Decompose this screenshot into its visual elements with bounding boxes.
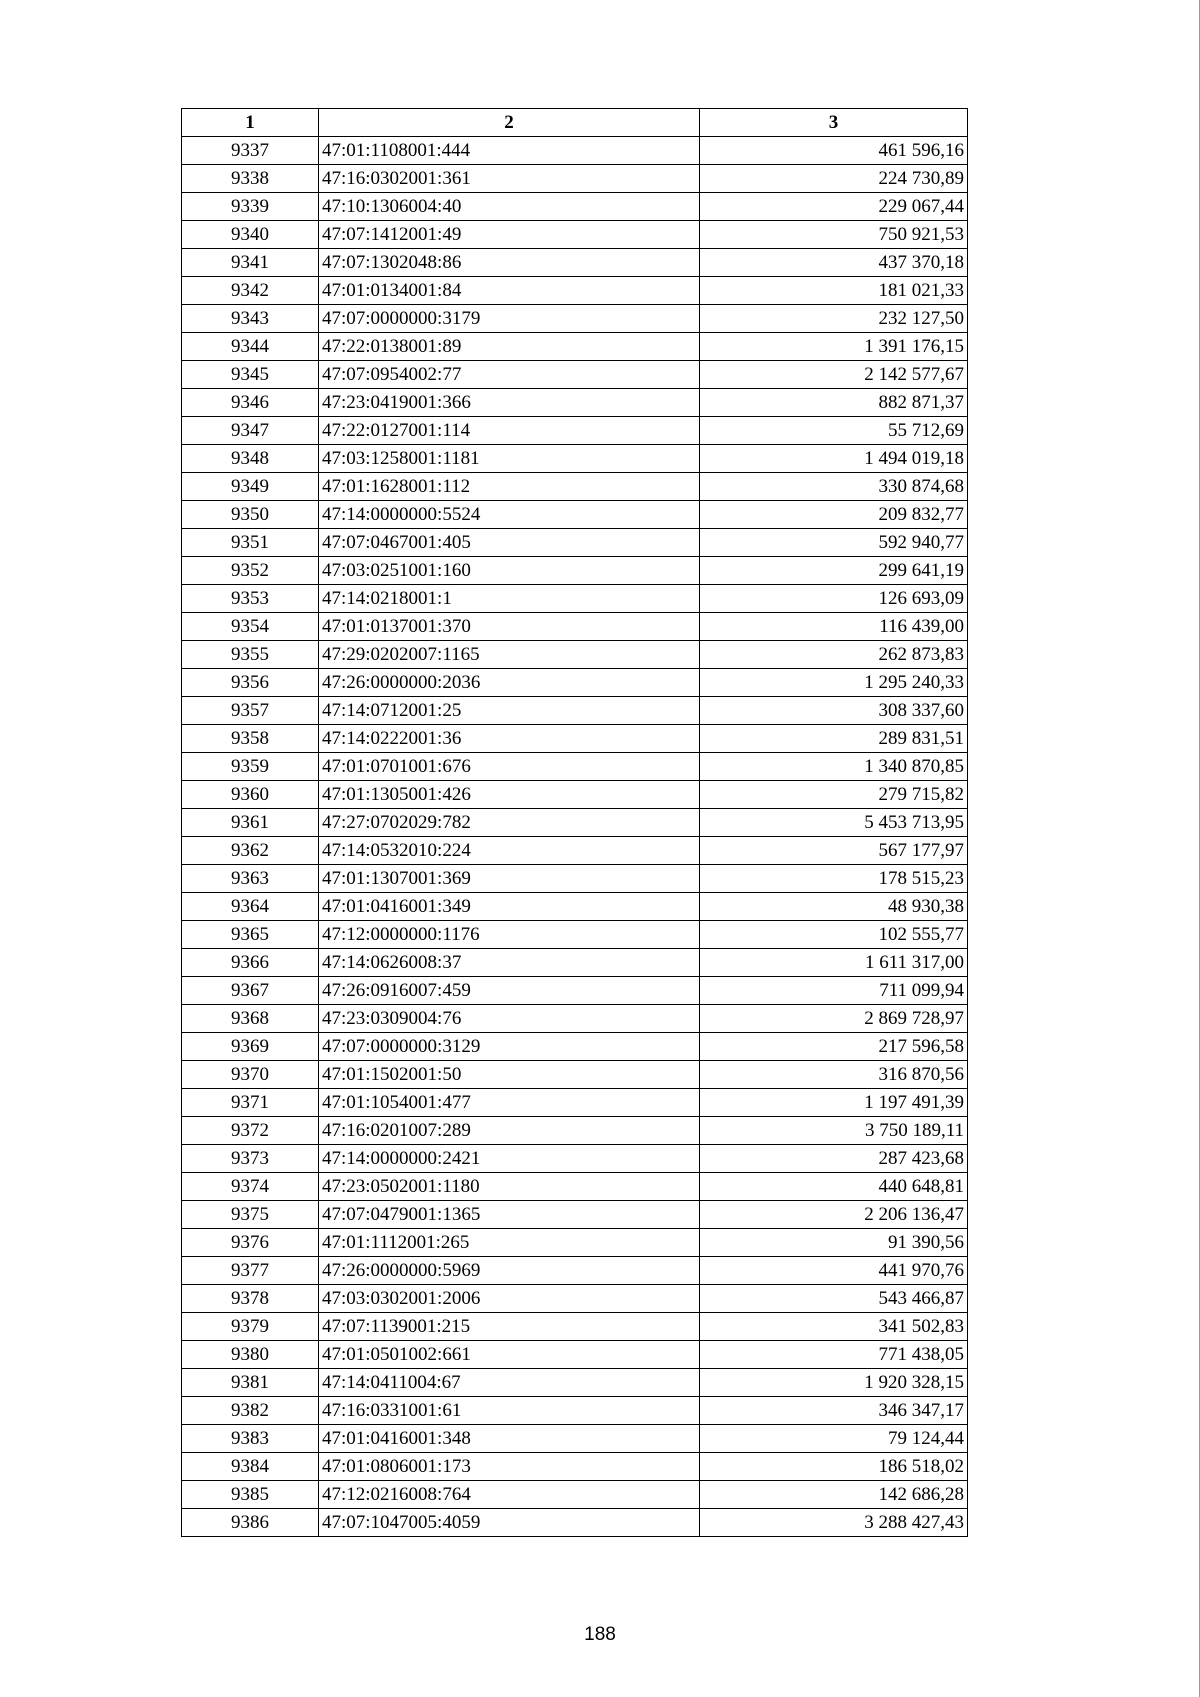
header-row — [182, 109, 968, 137]
table-row — [182, 193, 968, 221]
table-row — [182, 1005, 968, 1033]
value-cell: 224 730,89 — [700, 165, 968, 193]
value-cell: 3 750 189,11 — [700, 1117, 968, 1145]
cadastral-number-cell: 47:01:0416001:349 — [319, 893, 700, 921]
row-number-cell: 9348 — [182, 445, 319, 473]
value-cell: 882 871,37 — [700, 389, 968, 417]
row-number-cell: 9383 — [182, 1425, 319, 1453]
value-cell: 346 347,17 — [700, 1397, 968, 1425]
table-row — [182, 781, 968, 809]
row-number-cell: 9377 — [182, 1257, 319, 1285]
row-number-cell: 9349 — [182, 473, 319, 501]
value-cell: 1 391 176,15 — [700, 333, 968, 361]
row-number-cell: 9351 — [182, 529, 319, 557]
cadastral-number-cell: 47:01:0806001:173 — [319, 1453, 700, 1481]
table-row — [182, 501, 968, 529]
cadastral-number-cell: 47:07:0479001:1365 — [319, 1201, 700, 1229]
row-number-cell: 9361 — [182, 809, 319, 837]
cadastral-number-cell: 47:07:1139001:215 — [319, 1313, 700, 1341]
cadastral-number-cell: 47:14:0000000:2421 — [319, 1145, 700, 1173]
value-cell: 771 438,05 — [700, 1341, 968, 1369]
cadastral-number-cell: 47:14:0218001:1 — [319, 585, 700, 613]
table-row — [182, 1313, 968, 1341]
value-cell: 186 518,02 — [700, 1453, 968, 1481]
value-cell: 2 206 136,47 — [700, 1201, 968, 1229]
row-number-cell: 9373 — [182, 1145, 319, 1173]
cadastral-number-cell: 47:12:0216008:764 — [319, 1481, 700, 1509]
value-cell: 592 940,77 — [700, 529, 968, 557]
row-number-cell: 9359 — [182, 753, 319, 781]
cadastral-number-cell: 47:01:0501002:661 — [319, 1341, 700, 1369]
row-number-cell: 9385 — [182, 1481, 319, 1509]
column-header-3: 3 — [700, 109, 968, 137]
table-row — [182, 613, 968, 641]
table-row — [182, 557, 968, 585]
value-cell: 441 970,76 — [700, 1257, 968, 1285]
row-number-cell: 9380 — [182, 1341, 319, 1369]
row-number-cell: 9378 — [182, 1285, 319, 1313]
row-number-cell: 9355 — [182, 641, 319, 669]
cadastral-number-cell: 47:01:0416001:348 — [319, 1425, 700, 1453]
value-cell: 2 142 577,67 — [700, 361, 968, 389]
row-number-cell: 9342 — [182, 277, 319, 305]
table-row — [182, 529, 968, 557]
cadastral-number-cell: 47:14:0626008:37 — [319, 949, 700, 977]
row-number-cell: 9376 — [182, 1229, 319, 1257]
table-row — [182, 221, 968, 249]
table-row — [182, 1089, 968, 1117]
table-row — [182, 1397, 968, 1425]
table-row — [182, 305, 968, 333]
cadastral-number-cell: 47:01:1054001:477 — [319, 1089, 700, 1117]
cadastral-number-cell: 47:07:1047005:4059 — [319, 1509, 700, 1537]
cadastral-number-cell: 47:03:1258001:1181 — [319, 445, 700, 473]
cadastral-number-cell: 47:01:0137001:370 — [319, 613, 700, 641]
column-header-2: 2 — [319, 109, 700, 137]
value-cell: 1 197 491,39 — [700, 1089, 968, 1117]
cadastral-number-cell: 47:14:0411004:67 — [319, 1369, 700, 1397]
row-number-cell: 9357 — [182, 697, 319, 725]
table-row — [182, 725, 968, 753]
value-cell: 279 715,82 — [700, 781, 968, 809]
cadastral-number-cell: 47:07:0000000:3129 — [319, 1033, 700, 1061]
row-number-cell: 9374 — [182, 1173, 319, 1201]
table-row — [182, 361, 968, 389]
cadastral-number-cell: 47:01:1628001:112 — [319, 473, 700, 501]
value-cell: 299 641,19 — [700, 557, 968, 585]
table-row — [182, 165, 968, 193]
table-row — [182, 837, 968, 865]
value-cell: 567 177,97 — [700, 837, 968, 865]
table-row — [182, 249, 968, 277]
table-row — [182, 921, 968, 949]
table-row — [182, 977, 968, 1005]
table-row — [182, 1033, 968, 1061]
document-page — [181, 108, 967, 1537]
row-number-cell: 9384 — [182, 1453, 319, 1481]
row-number-cell: 9371 — [182, 1089, 319, 1117]
value-cell: 711 099,94 — [700, 977, 968, 1005]
table-body — [182, 137, 968, 1537]
row-number-cell: 9360 — [182, 781, 319, 809]
row-number-cell: 9337 — [182, 137, 319, 165]
table-header — [182, 109, 968, 137]
row-number-cell: 9382 — [182, 1397, 319, 1425]
row-number-cell: 9363 — [182, 865, 319, 893]
cadastral-number-cell: 47:03:0251001:160 — [319, 557, 700, 585]
cadastral-number-cell: 47:12:0000000:1176 — [319, 921, 700, 949]
value-cell: 48 930,38 — [700, 893, 968, 921]
cadastral-number-cell: 47:01:0701001:676 — [319, 753, 700, 781]
cadastral-number-cell: 47:23:0309004:76 — [319, 1005, 700, 1033]
table-row — [182, 1201, 968, 1229]
column-header-1: 1 — [182, 109, 319, 137]
row-number-cell: 9379 — [182, 1313, 319, 1341]
value-cell: 116 439,00 — [700, 613, 968, 641]
row-number-cell: 9358 — [182, 725, 319, 753]
table-row — [182, 753, 968, 781]
value-cell: 1 295 240,33 — [700, 669, 968, 697]
table-row — [182, 1369, 968, 1397]
table-row — [182, 585, 968, 613]
row-number-cell: 9346 — [182, 389, 319, 417]
table-row — [182, 697, 968, 725]
value-cell: 142 686,28 — [700, 1481, 968, 1509]
row-number-cell: 9353 — [182, 585, 319, 613]
value-cell: 55 712,69 — [700, 417, 968, 445]
cadastral-number-cell: 47:14:0712001:25 — [319, 697, 700, 725]
table-row — [182, 893, 968, 921]
row-number-cell: 9368 — [182, 1005, 319, 1033]
cadastral-number-cell: 47:01:1502001:50 — [319, 1061, 700, 1089]
cadastral-number-cell: 47:22:0127001:114 — [319, 417, 700, 445]
row-number-cell: 9350 — [182, 501, 319, 529]
page-number: 188 — [584, 1624, 616, 1645]
table-row — [182, 1453, 968, 1481]
table-row — [182, 1061, 968, 1089]
cadastral-number-cell: 47:07:0954002:77 — [319, 361, 700, 389]
value-cell: 181 021,33 — [700, 277, 968, 305]
value-cell: 178 515,23 — [700, 865, 968, 893]
data-table — [181, 108, 968, 1537]
value-cell: 5 453 713,95 — [700, 809, 968, 837]
cadastral-number-cell: 47:16:0201007:289 — [319, 1117, 700, 1145]
value-cell: 341 502,83 — [700, 1313, 968, 1341]
row-number-cell: 9356 — [182, 669, 319, 697]
value-cell: 209 832,77 — [700, 501, 968, 529]
value-cell: 229 067,44 — [700, 193, 968, 221]
row-number-cell: 9386 — [182, 1509, 319, 1537]
table-row — [182, 1481, 968, 1509]
row-number-cell: 9343 — [182, 305, 319, 333]
table-row — [182, 1509, 968, 1537]
cadastral-number-cell: 47:01:1112001:265 — [319, 1229, 700, 1257]
value-cell: 217 596,58 — [700, 1033, 968, 1061]
value-cell: 289 831,51 — [700, 725, 968, 753]
cadastral-number-cell: 47:01:1305001:426 — [319, 781, 700, 809]
row-number-cell: 9381 — [182, 1369, 319, 1397]
row-number-cell: 9345 — [182, 361, 319, 389]
value-cell: 232 127,50 — [700, 305, 968, 333]
value-cell: 79 124,44 — [700, 1425, 968, 1453]
cadastral-number-cell: 47:14:0532010:224 — [319, 837, 700, 865]
row-number-cell: 9362 — [182, 837, 319, 865]
table-row — [182, 865, 968, 893]
table-row — [182, 137, 968, 165]
value-cell: 2 869 728,97 — [700, 1005, 968, 1033]
value-cell: 750 921,53 — [700, 221, 968, 249]
table-row — [182, 641, 968, 669]
cadastral-number-cell: 47:14:0000000:5524 — [319, 501, 700, 529]
row-number-cell: 9367 — [182, 977, 319, 1005]
table-row — [182, 473, 968, 501]
value-cell: 543 466,87 — [700, 1285, 968, 1313]
cadastral-number-cell: 47:07:1302048:86 — [319, 249, 700, 277]
table-row — [182, 1117, 968, 1145]
row-number-cell: 9370 — [182, 1061, 319, 1089]
cadastral-number-cell: 47:07:1412001:49 — [319, 221, 700, 249]
table-row — [182, 277, 968, 305]
cadastral-number-cell: 47:16:0302001:361 — [319, 165, 700, 193]
value-cell: 440 648,81 — [700, 1173, 968, 1201]
value-cell: 330 874,68 — [700, 473, 968, 501]
value-cell: 126 693,09 — [700, 585, 968, 613]
table-row — [182, 1257, 968, 1285]
row-number-cell: 9364 — [182, 893, 319, 921]
table-row — [182, 1341, 968, 1369]
value-cell: 91 390,56 — [700, 1229, 968, 1257]
row-number-cell: 9366 — [182, 949, 319, 977]
cadastral-number-cell: 47:29:0202007:1165 — [319, 641, 700, 669]
row-number-cell: 9338 — [182, 165, 319, 193]
value-cell: 1 494 019,18 — [700, 445, 968, 473]
cadastral-number-cell: 47:01:0134001:84 — [319, 277, 700, 305]
row-number-cell: 9340 — [182, 221, 319, 249]
cadastral-number-cell: 47:26:0916007:459 — [319, 977, 700, 1005]
table-row — [182, 1145, 968, 1173]
cadastral-number-cell: 47:16:0331001:61 — [319, 1397, 700, 1425]
value-cell: 1 611 317,00 — [700, 949, 968, 977]
cadastral-number-cell: 47:22:0138001:89 — [319, 333, 700, 361]
row-number-cell: 9352 — [182, 557, 319, 585]
row-number-cell: 9372 — [182, 1117, 319, 1145]
value-cell: 316 870,56 — [700, 1061, 968, 1089]
cadastral-number-cell: 47:07:0000000:3179 — [319, 305, 700, 333]
cadastral-number-cell: 47:26:0000000:2036 — [319, 669, 700, 697]
table-row — [182, 949, 968, 977]
cadastral-number-cell: 47:07:0467001:405 — [319, 529, 700, 557]
value-cell: 308 337,60 — [700, 697, 968, 725]
value-cell: 1 340 870,85 — [700, 753, 968, 781]
value-cell: 287 423,68 — [700, 1145, 968, 1173]
cadastral-number-cell: 47:03:0302001:2006 — [319, 1285, 700, 1313]
cadastral-number-cell: 47:23:0419001:366 — [319, 389, 700, 417]
row-number-cell: 9339 — [182, 193, 319, 221]
cadastral-number-cell: 47:01:1108001:444 — [319, 137, 700, 165]
row-number-cell: 9375 — [182, 1201, 319, 1229]
value-cell: 437 370,18 — [700, 249, 968, 277]
table-row — [182, 1285, 968, 1313]
table-row — [182, 1425, 968, 1453]
table-row — [182, 809, 968, 837]
row-number-cell: 9369 — [182, 1033, 319, 1061]
row-number-cell: 9341 — [182, 249, 319, 277]
cadastral-number-cell: 47:27:0702029:782 — [319, 809, 700, 837]
value-cell: 262 873,83 — [700, 641, 968, 669]
table-row — [182, 1173, 968, 1201]
cadastral-number-cell: 47:01:1307001:369 — [319, 865, 700, 893]
value-cell: 3 288 427,43 — [700, 1509, 968, 1537]
value-cell: 1 920 328,15 — [700, 1369, 968, 1397]
table-row — [182, 1229, 968, 1257]
table-row — [182, 445, 968, 473]
row-number-cell: 9354 — [182, 613, 319, 641]
table-row — [182, 333, 968, 361]
row-number-cell: 9344 — [182, 333, 319, 361]
value-cell: 102 555,77 — [700, 921, 968, 949]
cadastral-number-cell: 47:23:0502001:1180 — [319, 1173, 700, 1201]
row-number-cell: 9347 — [182, 417, 319, 445]
cadastral-number-cell: 47:10:1306004:40 — [319, 193, 700, 221]
cadastral-number-cell: 47:26:0000000:5969 — [319, 1257, 700, 1285]
cadastral-number-cell: 47:14:0222001:36 — [319, 725, 700, 753]
row-number-cell: 9365 — [182, 921, 319, 949]
table-row — [182, 669, 968, 697]
value-cell: 461 596,16 — [700, 137, 968, 165]
table-row — [182, 389, 968, 417]
table-row — [182, 417, 968, 445]
